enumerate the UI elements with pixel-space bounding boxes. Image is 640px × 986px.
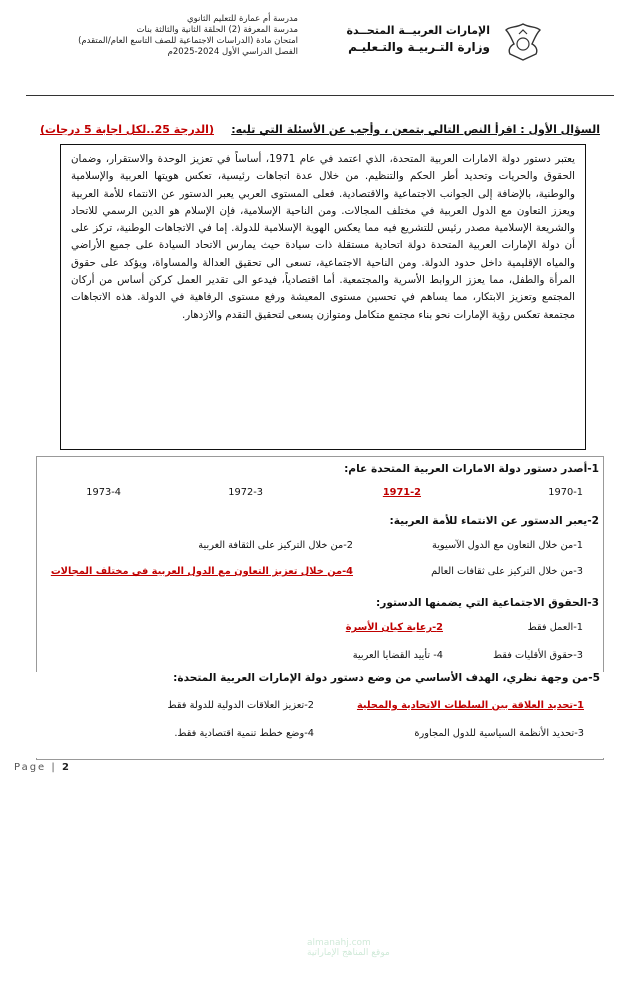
question-2 <box>37 515 603 527</box>
q1-option-2-answer[interactable]: 1971-2 <box>382 487 421 498</box>
school-line: الفصل الدراسي الأول 2024-2025م <box>167 47 298 57</box>
page-header <box>0 0 640 96</box>
watermark-line: almanahj.com <box>307 938 371 948</box>
school-line: امتحان مادة (الدراسات الاجتماعية للصف التاسع العام/المتقدم) <box>78 36 298 46</box>
question-3 <box>37 597 603 609</box>
watermark <box>307 938 403 986</box>
q5-option-4[interactable]: 4-وضع خطط تنمية اقتصادية فقط. <box>174 728 314 739</box>
question-1 <box>37 463 603 475</box>
ministry-line-2: وزارة التـربيـة والتـعليـم <box>348 40 490 54</box>
question-title: السؤال الأول : اقرأ النص التالي بتمعن ، وأجب عن الأسئلة التي تليه: <box>231 123 600 136</box>
school-line: مدرسة المعرفة (2) الحلقة الثانية والثالثة بنات <box>136 25 298 35</box>
q2-option-4-answer[interactable]: 4-من خلال تعزيز التعاون مع الدول العربية في مختلف المجالات <box>50 566 353 577</box>
q1-option-1[interactable]: 1970-1 <box>548 487 583 498</box>
question-1-title: 1-أصدر دستور دولة الامارات العربية المتحدة عام: <box>344 463 599 475</box>
q2-option-1[interactable]: 1-من خلال التعاون مع الدول الآسيوية <box>431 540 583 551</box>
q5-option-3[interactable]: 3-تحديد الأنظمة السياسية للدول المجاورة <box>414 728 584 739</box>
page-footer: Page | 2 <box>14 762 71 773</box>
page-label: Page <box>14 762 47 773</box>
uae-emblem-icon <box>502 20 544 64</box>
question-5 <box>36 672 604 758</box>
header-divider <box>26 95 614 96</box>
question-3-title: 3-الحقوق الاجتماعية التي يضمنها الدستور: <box>376 597 599 609</box>
reading-passage: يعتبر دستور دولة الامارات العربية المتحدة، الذي اعتمد في عام 1971، أساساً في تعزيز الوحدة والاستقرار، وضمان الحقوق والحريات وتحديد أطر الحكم والتنظيم. من خلال عدة اتجاهات رئيسية، تعكس هويتها العربية والإسلامية والوطنية، بالإضافة إلى الجوانب الاجتماعية والاقتصادية. فعلى المستوى العربي يعبر الدستور عن الانتماء للأمة العربية ويعزز التعاون مع الدول العربية في مختلف المجالات. ومن الناحية الإسلامية، فإن الإسلام هو الدين الرسمي للاتحاد والشريعة الإسلامية مصدر رئيس للتشريع فيه مما يعكس الهوية الإسلامية للدولة. إما في الاتجاهات الوطنية، تركز على أن دولة الإمارات العربية المتحدة دولة اتحادية مستقلة ذات سيادة حيث يمارس الاتحاد السيادة على جميع الأراضي والمياه الإقليمية داخل حدود الدولة. ومن الناحية الاجتماعية، تسعى الى تحقيق العدالة والمساواة، ويؤكد على حقوق المرأة والطفل، مما يعزز الروابط الأسرية والمجتمعية. أما اقتصادياً، فيدعو الى تقدير العمل كركن أساس من أركان المجتمع وتعزيز الابتكار، مما يساهم في تحسين مستوى المعيشة ورفع مستوى الرفاهية في الدولة. هذه الاتجاهات مجتمعة تعكس رؤية الإمارات نحو بناء مجتمع متكامل ومتوازن يسعى لتحقيق التقدم والازدهار. <box>60 144 586 450</box>
watermark-line: موقع المناهج الإماراتية <box>307 948 390 958</box>
page-number: 2 <box>61 762 71 773</box>
q3-option-3[interactable]: 3-حقوق الأقليات فقط <box>492 650 583 661</box>
q2-option-2[interactable]: 2-من خلال التركيز على الثقافة الغربية <box>198 540 353 551</box>
question-header <box>40 123 600 136</box>
q3-option-4[interactable]: 4- تأييد القضايا العربية <box>352 650 443 661</box>
q1-option-3[interactable]: 1972-3 <box>228 487 263 498</box>
q2-option-3[interactable]: 3-من خلال التركيز على ثقافات العالم <box>431 566 583 577</box>
school-line: مدرسة أم عمارة للتعليم الثانوي <box>187 14 298 24</box>
question-2-title: 2-يعبر الدستور عن الانتماء للأمة العربية: <box>389 515 599 527</box>
q1-option-4[interactable]: 1973-4 <box>86 487 121 498</box>
q5-option-1-answer[interactable]: 1-تحديد العلاقة بين السلطات الاتحادية والمحلية <box>356 700 584 711</box>
q3-option-1[interactable]: 1-العمل فقط <box>527 622 583 633</box>
question-5-title: 5-من وجهة نظري، الهدف الأساسي من وضع دستور دولة الإمارات العربية المتحدة: <box>173 672 600 684</box>
ministry-name <box>280 24 490 54</box>
q5-option-2[interactable]: 2-تعزيز العلاقات الدولية للدولة فقط <box>167 700 314 711</box>
question-grade: (الدرجة 25..لكل اجابة 5 درجات) <box>40 123 214 136</box>
q3-option-2-answer[interactable]: 2-رعاية كيان الأسرة <box>345 622 443 633</box>
school-info <box>28 14 298 58</box>
ministry-line-1: الإمارات العربيــة المتحــدة <box>346 24 490 37</box>
